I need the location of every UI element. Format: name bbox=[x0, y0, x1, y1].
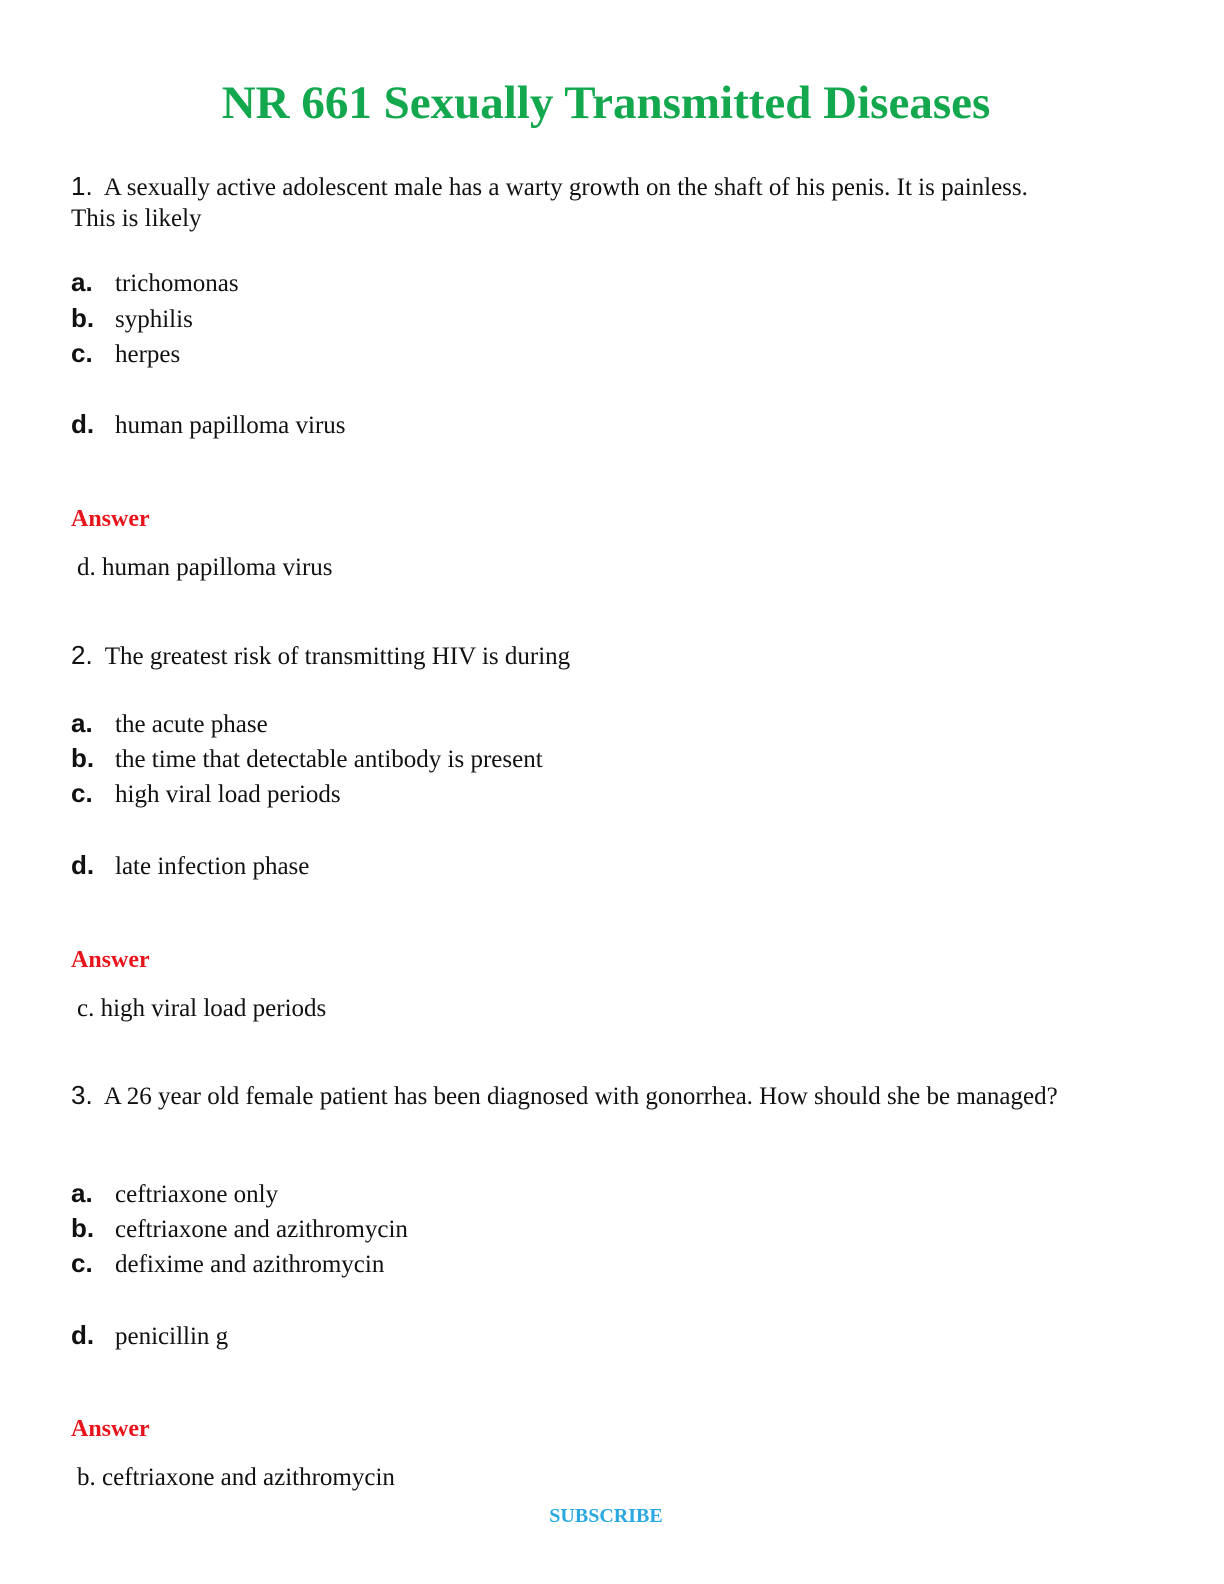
option-letter: a. bbox=[71, 708, 93, 738]
question-number: 3. bbox=[71, 1080, 93, 1110]
option-letter: c. bbox=[71, 778, 93, 808]
option-text: syphilis bbox=[115, 306, 193, 333]
answer-text: b. ceftriaxone and azithromycin bbox=[77, 1464, 395, 1491]
option-a bbox=[71, 267, 239, 298]
option-text: trichomonas bbox=[115, 270, 239, 297]
option-c bbox=[71, 338, 180, 369]
option-d bbox=[71, 850, 309, 881]
option-d bbox=[71, 409, 346, 440]
option-b bbox=[71, 1213, 408, 1244]
option-a bbox=[71, 708, 268, 739]
question-3 bbox=[71, 1080, 1071, 1112]
option-letter: b. bbox=[71, 743, 95, 773]
answer-label: Answer bbox=[71, 506, 150, 532]
option-text: the acute phase bbox=[115, 711, 268, 738]
answer-label: Answer bbox=[71, 947, 150, 973]
option-text: herpes bbox=[115, 341, 181, 368]
answer-text: c. high viral load periods bbox=[77, 995, 327, 1022]
option-text: penicillin g bbox=[115, 1323, 229, 1350]
option-b bbox=[71, 303, 193, 334]
option-letter: a. bbox=[71, 267, 93, 297]
option-letter: d. bbox=[71, 409, 95, 439]
option-letter: d. bbox=[71, 1320, 95, 1350]
option-b bbox=[71, 743, 543, 774]
question-text: The greatest risk of transmitting HIV is during bbox=[104, 643, 571, 670]
question-text: A 26 year old female patient has been diagnosed with gonorrhea. How should she be managed? bbox=[103, 1083, 1058, 1110]
option-text: defixime and azithromycin bbox=[115, 1251, 385, 1278]
option-letter: b. bbox=[71, 303, 95, 333]
option-text: the time that detectable antibody is present bbox=[115, 746, 543, 773]
option-letter: a. bbox=[71, 1178, 93, 1208]
option-c bbox=[71, 778, 341, 809]
question-1 bbox=[71, 171, 1071, 234]
option-a bbox=[71, 1178, 278, 1209]
question-number: 2. bbox=[71, 640, 93, 670]
option-letter: c. bbox=[71, 338, 93, 368]
option-d bbox=[71, 1320, 228, 1351]
option-c bbox=[71, 1248, 384, 1279]
subscribe-link[interactable]: SUBSCRIBE bbox=[549, 1505, 663, 1527]
option-letter: b. bbox=[71, 1213, 95, 1243]
page-title: NR 661 Sexually Transmitted Diseases bbox=[221, 77, 991, 129]
option-letter: d. bbox=[71, 850, 95, 880]
option-letter: c. bbox=[71, 1248, 93, 1278]
answer-label: Answer bbox=[71, 1416, 150, 1442]
question-2 bbox=[71, 640, 1071, 672]
option-text: high viral load periods bbox=[115, 781, 341, 808]
option-text: human papilloma virus bbox=[115, 412, 346, 439]
option-text: late infection phase bbox=[115, 853, 310, 880]
answer-text: d. human papilloma virus bbox=[77, 554, 333, 581]
option-text: ceftriaxone and azithromycin bbox=[115, 1216, 408, 1243]
question-number: 1. bbox=[71, 171, 93, 201]
option-text: ceftriaxone only bbox=[115, 1181, 279, 1208]
question-text: A sexually active adolescent male has a warty growth on the shaft of his penis. It is painless. This is likely bbox=[71, 174, 1028, 232]
